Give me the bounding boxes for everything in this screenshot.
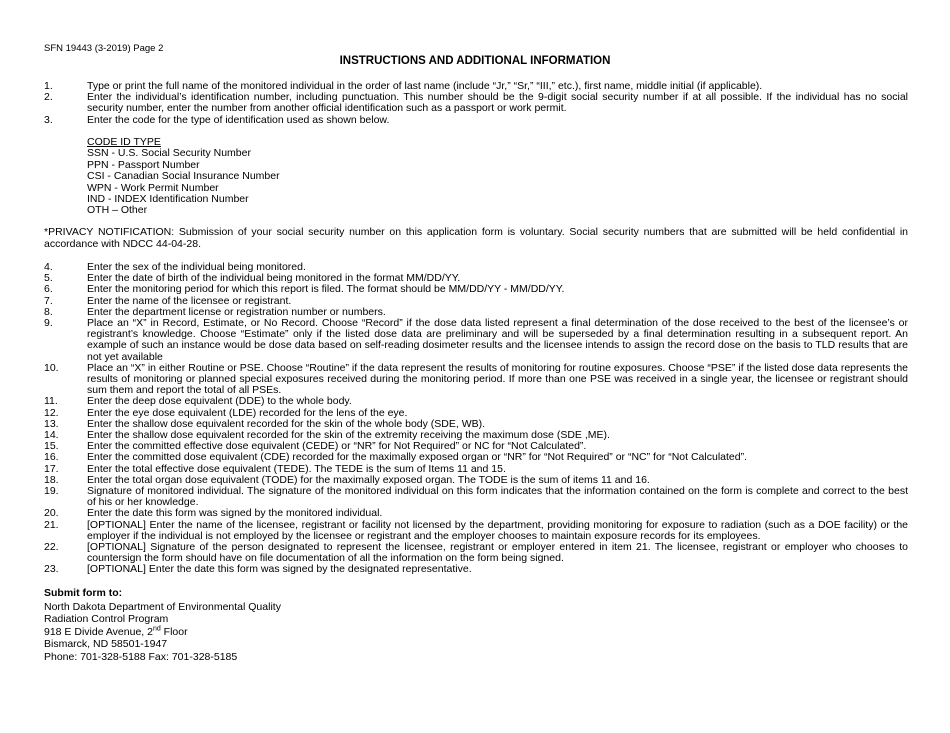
item-number: 9.: [44, 317, 53, 330]
item-text: [OPTIONAL] Enter the date this form was signed by the designated representative.: [87, 563, 472, 576]
item-number: 12.: [44, 406, 59, 419]
page-title: INSTRUCTIONS AND ADDITIONAL INFORMATION: [339, 55, 611, 67]
item-number: 13.: [44, 417, 59, 430]
item-number: 8.: [44, 305, 53, 318]
item-text: Enter the shallow dose equivalent recorded for the skin of the extremity receiving the maximum dose (SDE ,ME).: [87, 429, 610, 442]
item-text: Enter the monitoring period for which this report is filed. The format should be MM/DD/YY - MM/DD/YY.: [87, 283, 565, 296]
item-text: Enter the shallow dose equivalent recorded for the skin of the whole body (SDE, WB).: [87, 417, 486, 430]
item-text: Type or print the full name of the monitored individual in the order of last name (include “Jr,” “Sr,” “III,” etc.), first name, middle initial (if applicable).: [87, 80, 763, 92]
item-text: Enter the deep dose equivalent (DDE) to the whole body.: [87, 395, 352, 408]
program-name: Radiation Control Program: [44, 613, 169, 625]
item-text: Place an “X” in Record, Estimate, or No Record. Choose “Record” if the dose data listed represent a final determination of the dose received to the best of the licensee’s or registrant’s knowledge. Choose “Estimate” only if the listed dose data are preliminary and will be superseded by a final determination resulting in a subsequent report. An example of such an instance would be dose data based on self-reading dosimeter results and the licensee intends to assign the record dose on the basis to TLD results that are not yet available: [87, 317, 908, 363]
instruction-item: [44, 92, 908, 114]
item-number: 6.: [44, 283, 53, 296]
privacy-notification: *PRIVACY NOTIFICATION: Submission of your social security number on this application form is voluntary. Social security numbers that are submitted will be held confidential in accordance with NDCC 44-04-28.: [44, 226, 908, 250]
submit-heading: Submit form to:: [44, 587, 123, 599]
item-number: 16.: [44, 451, 59, 464]
code-row: OTH – Other: [87, 204, 148, 217]
item-text: Enter the department license or registration number or numbers.: [87, 305, 386, 318]
item-number: 4.: [44, 261, 53, 273]
item-text: Enter the total organ dose equivalent (TODE) for the maximally exposed organ. The TODE is the sum of items 11 and 16.: [87, 473, 650, 486]
instruction-list-b: [44, 262, 908, 576]
instruction-item: [44, 486, 908, 508]
code-row: WPN - Work Permit Number: [87, 181, 219, 194]
item-text: Enter the sex of the individual being monitored.: [87, 261, 306, 273]
item-number: 2.: [44, 91, 53, 104]
item-number: 23.: [44, 563, 59, 576]
item-number: 21.: [44, 518, 59, 531]
code-row: PPN - Passport Number: [87, 158, 200, 171]
item-number: 11.: [44, 395, 58, 408]
item-text: Enter the committed effective dose equivalent (CEDE) or “NR” for Not Required” or NC for “Not Calculated”.: [87, 440, 587, 453]
item-number: 15.: [44, 440, 59, 453]
code-row: SSN - U.S. Social Security Number: [87, 147, 251, 160]
instruction-item: [44, 115, 908, 126]
item-text: Enter the name of the licensee or registrant.: [87, 294, 292, 307]
code-row: CSI - Canadian Social Insurance Number: [87, 170, 280, 183]
item-number: 5.: [44, 272, 53, 285]
agency-name: North Dakota Department of Environmental Quality: [44, 600, 281, 613]
code-id-heading: CODE ID TYPE: [87, 136, 161, 148]
item-text: Signature of monitored individual. The signature of the monitored individual on this form indicates that the information contained on the form is complete and correct to the best of his or her knowledge.: [87, 485, 908, 509]
submit-address-block: [44, 587, 281, 663]
item-number: 17.: [44, 462, 59, 475]
instruction-item: [44, 542, 908, 564]
item-text: Enter the eye dose equivalent (LDE) recorded for the lens of the eye.: [87, 406, 408, 419]
instruction-item: [44, 318, 908, 363]
item-number: 18.: [44, 473, 59, 486]
item-number: 22.: [44, 541, 59, 554]
item-text: Enter the total effective dose equivalent (TEDE). The TEDE is the sum of Items 11 and 15.: [87, 462, 506, 475]
instruction-item: [44, 520, 908, 542]
item-number: 10.: [44, 361, 59, 374]
item-number: 3.: [44, 113, 53, 126]
phone-fax: Phone: 701-328-5188 Fax: 701-328-5185: [44, 650, 238, 663]
street-address: 918 E Divide Avenue, 2nd Floor: [44, 625, 188, 638]
item-number: 19.: [44, 485, 59, 498]
instruction-list-a: [44, 81, 908, 126]
item-text: Place an “X” in either Routine or PSE. Choose “Routine” if the data represent the results of monitoring for routine exposures. Choose “PSE” if the listed dose data represents the results of monitoring or planned special exposures received during the monitoring period. If more than one PSE was received in a single year, the licensee or registrant should sum them and report the total of all PSEs.: [87, 361, 908, 397]
code-id-table: [87, 137, 280, 217]
code-row: IND - INDEX Identification Number: [87, 193, 249, 206]
city-state-zip: Bismarck, ND 58501-1947: [44, 638, 168, 650]
item-number: 20.: [44, 507, 59, 520]
form-number: SFN 19443 (3-2019) Page 2: [44, 43, 164, 54]
instruction-item: [44, 363, 908, 397]
item-text: [OPTIONAL] Signature of the person designated to represent the licensee, registrant or employer entered in item 21. The licensee, registrant or employer who chooses to countersign the form should have on file documentation of all the information on the form being signed.: [87, 541, 908, 565]
item-text: Enter the code for the type of identification used as shown below.: [87, 113, 390, 126]
item-text: [OPTIONAL] Enter the name of the licensee, registrant or facility not licensed by the department, providing monitoring for exposure to radiation (such as a DOE facility) or the employer if the individual is not employed by the licensee or registrant and the employer chooses to maintain exposure records for its employees.: [87, 518, 908, 542]
item-number: 1.: [44, 80, 53, 92]
item-text: Enter the date this form was signed by the monitored individual.: [87, 507, 383, 520]
item-text: Enter the date of birth of the individual being monitored in the format MM/DD/YY.: [87, 272, 461, 285]
instruction-item: [44, 564, 908, 575]
item-text: Enter the individual’s identification number, including punctuation. This number should be the 9-digit social security number if at all possible. If the individual has no social security number, enter the number from another official identification such as a passport or work permit.: [87, 91, 908, 115]
item-number: 14.: [44, 429, 59, 442]
item-text: Enter the committed dose equivalent (CDE) recorded for the maximally exposed organ or “NR” for “Not Required” or “NC” for “Not Calculated”.: [87, 451, 748, 464]
item-number: 7.: [44, 294, 53, 307]
